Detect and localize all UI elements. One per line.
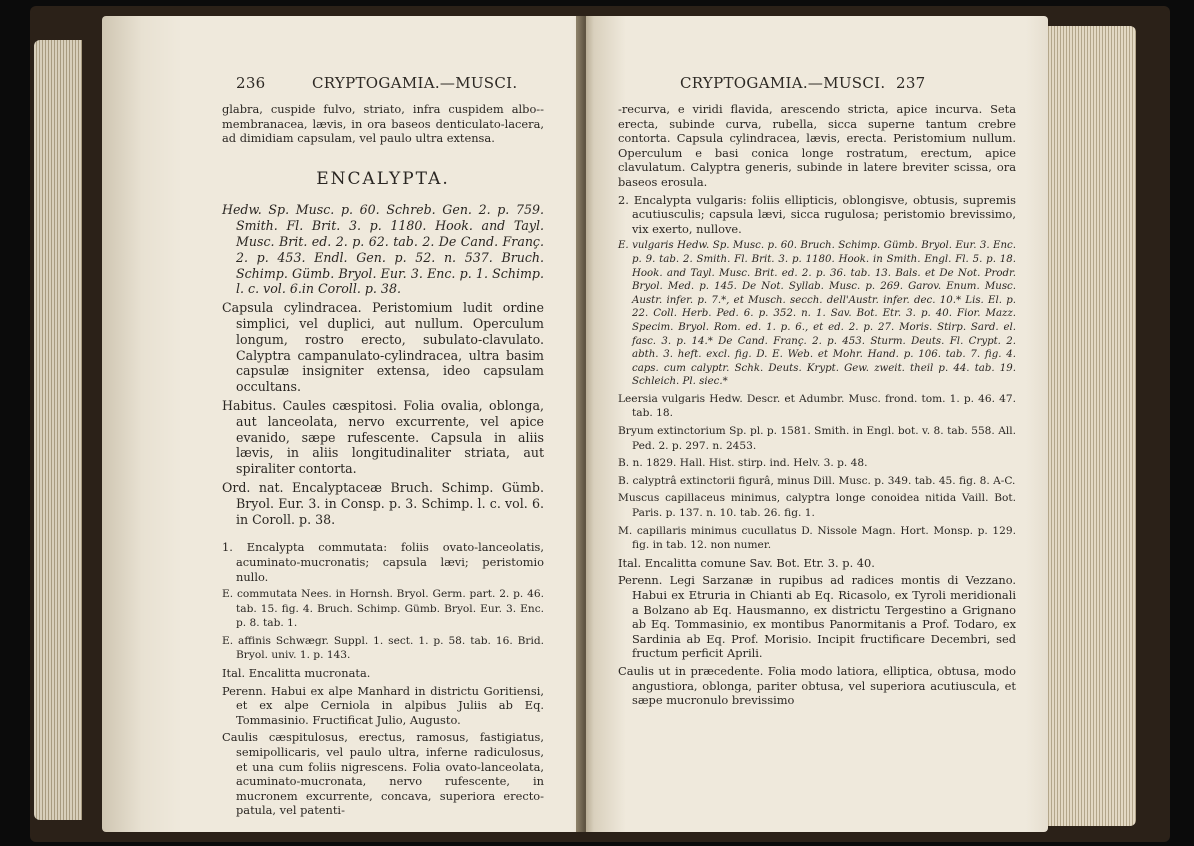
genus-description: Capsula cylindracea. Peristomium ludit ordine simplici, vel duplici, aut nullum. Operculum longum, rostro erecto, subulato-clavulato. Calyptra campanulato-cylindracea, ultra basim capsulæ insigniter extensa, ideo capsulam occultans.: [222, 300, 544, 395]
italian-name-2: Ital. Encalitta comune Sav. Bot. Etr. 3. p. 40.: [618, 555, 875, 570]
right-page-text: [618, 102, 1016, 711]
species-1-diagnosis: 1. Encalypta commutata: foliis ovato-lanceolatis, acuminato-mucronatis; capsula lævi; peristomio nullo.: [222, 540, 544, 584]
left-page-text: [222, 102, 544, 821]
right-page-edges: [1046, 26, 1136, 826]
habitus: Habitus. Caules cæspitosi. Folia ovalia, oblonga, aut lanceolata, nervo excurrente, vel apice evanido, sæpe rufescente. Capsula in aliis lævis, in aliis longitudinaliter striata, aut spiraliter contorta.: [222, 397, 544, 477]
caulis-description: Caulis cæspitulosus, erectus, ramosus, fastigiatus, semipollicaris, vel paulo ultra, inferne radiculosus, et una cum foliis nigrescens. Folia ovato-lanceolata, acuminato-mucronata, nervo rufescente, in mucronem excurrente, concava, superiora erecto-patula, vel patenti-: [222, 730, 544, 818]
right-running-head: CRYPTOGAMIA.—MUSCI.: [680, 74, 886, 92]
synonym-b-calyptra: B. calyptrâ extinctorii figurâ, minus Dill. Musc. p. 349. tab. 45. fig. 8. A-C.: [618, 474, 1016, 487]
section-title: ENCALYPTA.: [316, 168, 450, 189]
synonym-e-vulgaris: E. vulgaris Hedw. Sp. Musc. p. 60. Bruch. Schimp. Gümb. Bryol. Eur. 3. Enc. p. 9. tab. 2. Smith. Fl. Brit. 3. p. 1180. Hook. in Smith. Engl. Fl. 5. p. 18. Hook. and Tayl. Musc. Brit. ed. 2. p. 36. tab. 13. Bals. et De Not. Prodr. Bryol. Med. p. 145. De Not. Syllab. Musc. p. 269. Garov. Enum. Musc. Austr. infer. p. 7.*, et Musch. secch. dell'Austr. infer. dec. 10.* Lis. El. p. 22. Coll. Herb. Ped. 6. p. 352. n. 1. Sav. Bot. Etr. 3. p. 40. Fior. Mazz. Specim. Bryol. Rom. ed. 1. p. 6., et ed. 2. p. 27. Moris. Stirp. Sard. el. fasc. 3. p. 14.* De Cand. Franç. 2. p. 453. Sturm. Deuts. Fl. Crypt. 2. abth. 3. heft. excl. fig. D. E. Web. et Mohr. Hand. p. 106. tab. 7. fig. 4. caps. cum calyptr. Schk. Deuts. Krypt. Gew. zweit. theil p. 44. tab. 19. Schleich. Pl. siec.*: [618, 240, 1016, 388]
synonym-bryum: Bryum extinctorium Sp. pl. p. 1581. Smith. in Engl. bot. v. 8. tab. 558. All. Ped. 2. p. 297. n. 2453.: [618, 425, 1016, 452]
left-page-number: 236: [236, 74, 266, 92]
italian-name: Ital. Encalitta mucronata.: [222, 666, 371, 681]
habitat-perenn: Perenn. Habui ex alpe Manhard in districtu Goritiensi, et ex alpe Cerniola in alpibus Juliis ab Eq. Tommasinio. Fructificat Julio, Augusto.: [222, 683, 544, 727]
ordo-naturalis: Ord. nat. Encalyptaceæ Bruch. Schimp. Gümb. Bryol. Eur. 3. in Consp. p. 3. Schimp. l. c. vol. 6. in Coroll. p. 38.: [222, 479, 544, 527]
left-intro: glabra, cuspide fulvo, striato, infra cuspidem albo--membranacea, lævis, in ora baseos denticulato-lacera, ad dimidiam capsulam, vel paulo ultra extensa.: [222, 102, 544, 146]
synonym-b-n: B. n. 1829. Hall. Hist. stirp. ind. Helv. 3. p. 48.: [618, 457, 868, 470]
caulis-description-2: Caulis ut in præcedente. Folia modo latiora, elliptica, obtusa, modo angustiora, oblonga, pariter obtusa, vel superiora acutiuscula, et sæpe mucronulo brevissimo: [618, 663, 1016, 708]
synonym-m-capillaris: M. capillaris minimus cucullatus D. Nissole Magn. Hort. Monsp. p. 129. fig. in tab. 12. non numer.: [618, 524, 1016, 552]
synonym-e-affinis: E. affinis Schwægr. Suppl. 1. sect. 1. p. 58. tab. 16. Brid. Bryol. univ. 1. p. 143.: [222, 634, 544, 662]
left-running-head: CRYPTOGAMIA.—MUSCI.: [312, 74, 518, 92]
species-2-diagnosis: 2. Encalypta vulgaris: foliis ellipticis, oblongisve, obtusis, supremis acutiusculis; capsula lævi, sicca rugulosa; peristomio brevissimo, vix exerto, nullove.: [618, 192, 1016, 236]
genus-references: Hedw. Sp. Musc. p. 60. Schreb. Gen. 2. p. 759. Smith. Fl. Brit. 3. p. 1180. Hook. and Tayl. Musc. Brit. ed. 2. p. 62. tab. 2. De Cand. Franç. 2. p. 453. Endl. Gen. p. 52. n. 537. Bruch. Schimp. Gümb. Bryol. Eur. 3. Enc. p. 1. Schimp. l. c. vol. 6.in Coroll. p. 38.: [222, 202, 544, 297]
right-page-number: 237: [896, 74, 926, 92]
habitat-perenn-2: Perenn. Legi Sarzanæ in rupibus ad radices montis di Vezzano. Habui ex Etruria in Chianti ab Eq. Ricasolo, ex Tyroli meridionali a Bolzano ab Eq. Hausmanno, ex districtu Tergestino a Grignano ab Eq. Tommasinio, ex montibus Panormitanis a Prof. Todaro, ex Sardinia ab Eq. Prof. Morisio. Incipit fructificare Decembri, sed fructum perficit Aprili.: [618, 573, 1016, 661]
synonym-e-commutata: E. commutata Nees. in Hornsh. Bryol. Germ. part. 2. p. 46. tab. 15. fig. 4. Bruch. Schimp. Gümb. Bryol. Eur. 3. Enc. p. 8. tab. 1.: [222, 588, 544, 630]
synonym-leersia: Leersia vulgaris Hedw. Descr. et Adumbr. Musc. frond. tom. 1. p. 46. 47. tab. 18.: [618, 392, 1016, 420]
right-intro: -recurva, e viridi flavida, arescendo stricta, apice incurva. Seta erecta, subinde curva, rubella, sicca superne tantum crebre contorta. Capsula cylindracea, lævis, erecta. Peristomium nullum. Operculum e basi conica longe rostratum, erectum, apice clavulatum. Calyptra generis, subinde in latere breviter scissa, ora baseos erosula.: [618, 102, 1016, 189]
left-page-edges: [34, 40, 82, 820]
synonym-muscus: Muscus capillaceus minimus, calyptra longe conoidea nitida Vaill. Bot. Paris. p. 137. n. 10. tab. 26. fig. 1.: [618, 492, 1016, 520]
